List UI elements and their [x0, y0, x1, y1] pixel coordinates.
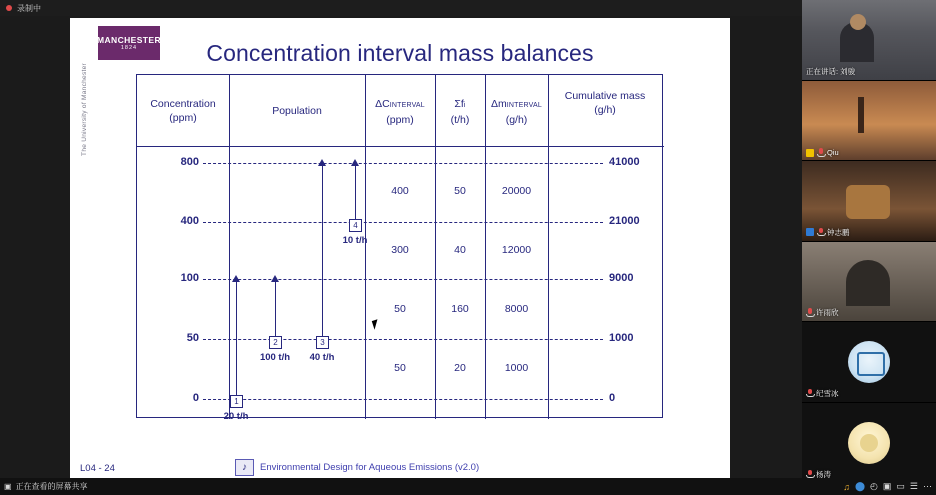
- header-sum-f: Σfi (t/h): [450, 98, 470, 126]
- cell-delta-m-4: 1000: [504, 362, 529, 374]
- stream-2-flow: 100 t/h: [259, 352, 291, 363]
- slide-title: Concentration interval mass balances: [206, 40, 594, 66]
- record-dot-icon: [6, 5, 12, 11]
- share-icon: ▣: [4, 482, 12, 491]
- participant-name-1: Qiu: [806, 148, 839, 157]
- participant-tile-5[interactable]: [802, 403, 936, 478]
- cumulative-0: 0: [609, 392, 616, 404]
- cell-delta-c-2: 300: [391, 244, 409, 256]
- cell-delta-c-3: 50: [394, 303, 406, 315]
- level-line-50: [203, 339, 603, 340]
- level-line-400: [203, 222, 603, 223]
- clock-icon[interactable]: ◴: [870, 481, 878, 491]
- participants-panel[interactable]: [802, 0, 936, 478]
- mic-muted-icon: [817, 228, 824, 237]
- mic-muted-icon: [806, 470, 813, 478]
- screen-icon[interactable]: ▭: [896, 481, 905, 491]
- people-icon[interactable]: ☰: [909, 481, 918, 491]
- header-cumulative-mass: Cumulative mass (g/h): [564, 90, 646, 116]
- level-line-0: [203, 399, 603, 400]
- level-label-400: 400: [180, 215, 199, 227]
- participant-tile-0[interactable]: [802, 0, 936, 81]
- level-label-800: 800: [180, 156, 199, 168]
- stream-1-number: 1: [230, 395, 243, 408]
- status-badge: [806, 228, 814, 236]
- header-delta-c: ΔCINTERVAL (ppm): [375, 98, 425, 126]
- stream-1-line: [236, 281, 237, 399]
- university-wordmark: The University of Manchester: [81, 63, 88, 156]
- level-label-0: 0: [192, 392, 199, 404]
- screen-share-status: [4, 481, 88, 492]
- cell-sum-f-2: 40: [454, 244, 466, 256]
- status-badge: [806, 149, 814, 157]
- slide-footer: [235, 459, 479, 476]
- share-status-text: 正在查看的屏幕共享: [15, 482, 88, 491]
- stream-2-line: [275, 281, 276, 339]
- more-icon[interactable]: ⋯: [923, 481, 932, 491]
- recording-label: 录制中: [17, 3, 41, 13]
- cell-sum-f-3: 160: [451, 303, 469, 315]
- level-line-100: [203, 279, 603, 280]
- recording-bar: [0, 0, 802, 16]
- level-line-800: [203, 163, 603, 164]
- meeting-toolbar[interactable]: [0, 478, 936, 495]
- logo-sub-text: 1824: [120, 45, 138, 51]
- slide-number: L04 - 24: [80, 463, 115, 474]
- header-delta-m: ΔmINTERVAL (g/h): [491, 98, 542, 126]
- toolbar-icons[interactable]: [843, 481, 932, 492]
- participant-tile-3[interactable]: [802, 242, 936, 323]
- stream-3-number: 3: [316, 336, 329, 349]
- camera-icon[interactable]: ▣: [882, 481, 892, 491]
- shared-screen-stage: [0, 16, 802, 478]
- participant-name-0: 正在讲话: 刘骏: [806, 66, 856, 76]
- avatar: [848, 341, 890, 383]
- sound-icon[interactable]: ♫: [843, 481, 850, 492]
- header-population: Population: [272, 105, 322, 117]
- participant-name-5: 杨涛: [806, 469, 831, 478]
- avatar: [848, 422, 890, 464]
- level-label-50: 50: [186, 332, 199, 344]
- cell-sum-f-4: 20: [454, 362, 466, 374]
- mic-muted-icon: [806, 389, 813, 398]
- stream-3-arrowhead: [318, 159, 326, 166]
- table-header-divider: [137, 146, 664, 147]
- participant-name-2: 钟志鹏: [806, 227, 850, 238]
- participant-name-4: 纪雪冰: [806, 388, 839, 399]
- header-concentration: Concentration (ppm): [150, 98, 216, 124]
- cumulative-41000: 41000: [609, 156, 640, 168]
- concentration-table: [136, 74, 663, 422]
- stream-1-arrowhead: [232, 275, 240, 282]
- stream-2-number: 2: [269, 336, 282, 349]
- mic-muted-icon: [817, 148, 824, 157]
- slide-footer-text: Environmental Design for Aqueous Emissions (v2.0): [260, 462, 480, 473]
- stream-3-flow: 40 t/h: [309, 352, 335, 363]
- participant-tile-1[interactable]: [802, 81, 936, 162]
- mic-muted-icon: [806, 308, 813, 317]
- stream-4-line: [355, 165, 356, 222]
- presentation-slide: [70, 18, 730, 488]
- cell-delta-m-1: 20000: [501, 185, 532, 197]
- stream-3-line: [322, 165, 323, 339]
- cell-sum-f-1: 50: [454, 185, 466, 197]
- level-label-100: 100: [180, 272, 199, 284]
- logo-main-text: MANCHESTER: [97, 35, 161, 45]
- participant-tile-2[interactable]: [802, 161, 936, 242]
- cell-delta-m-2: 12000: [501, 244, 532, 256]
- stream-1-flow: 20 t/h: [223, 411, 249, 422]
- cumulative-1000: 1000: [609, 332, 634, 344]
- table-column-divider: [229, 75, 230, 419]
- cumulative-21000: 21000: [609, 215, 640, 227]
- stream-4-arrowhead: [351, 159, 359, 166]
- table-column-divider: [548, 75, 549, 419]
- participant-name-3: 许雨欣: [806, 307, 839, 318]
- speaker-icon[interactable]: ♪: [235, 459, 254, 476]
- stream-4-flow: 10 t/h: [342, 235, 368, 246]
- stream-2-arrowhead: [271, 275, 279, 282]
- cell-delta-c-1: 400: [391, 185, 409, 197]
- participant-tile-4[interactable]: [802, 322, 936, 403]
- chat-icon[interactable]: ⬤: [854, 481, 866, 491]
- stream-4-number: 4: [349, 219, 362, 232]
- cell-delta-m-3: 8000: [504, 303, 529, 315]
- cumulative-9000: 9000: [609, 272, 634, 284]
- cell-delta-c-4: 50: [394, 362, 406, 374]
